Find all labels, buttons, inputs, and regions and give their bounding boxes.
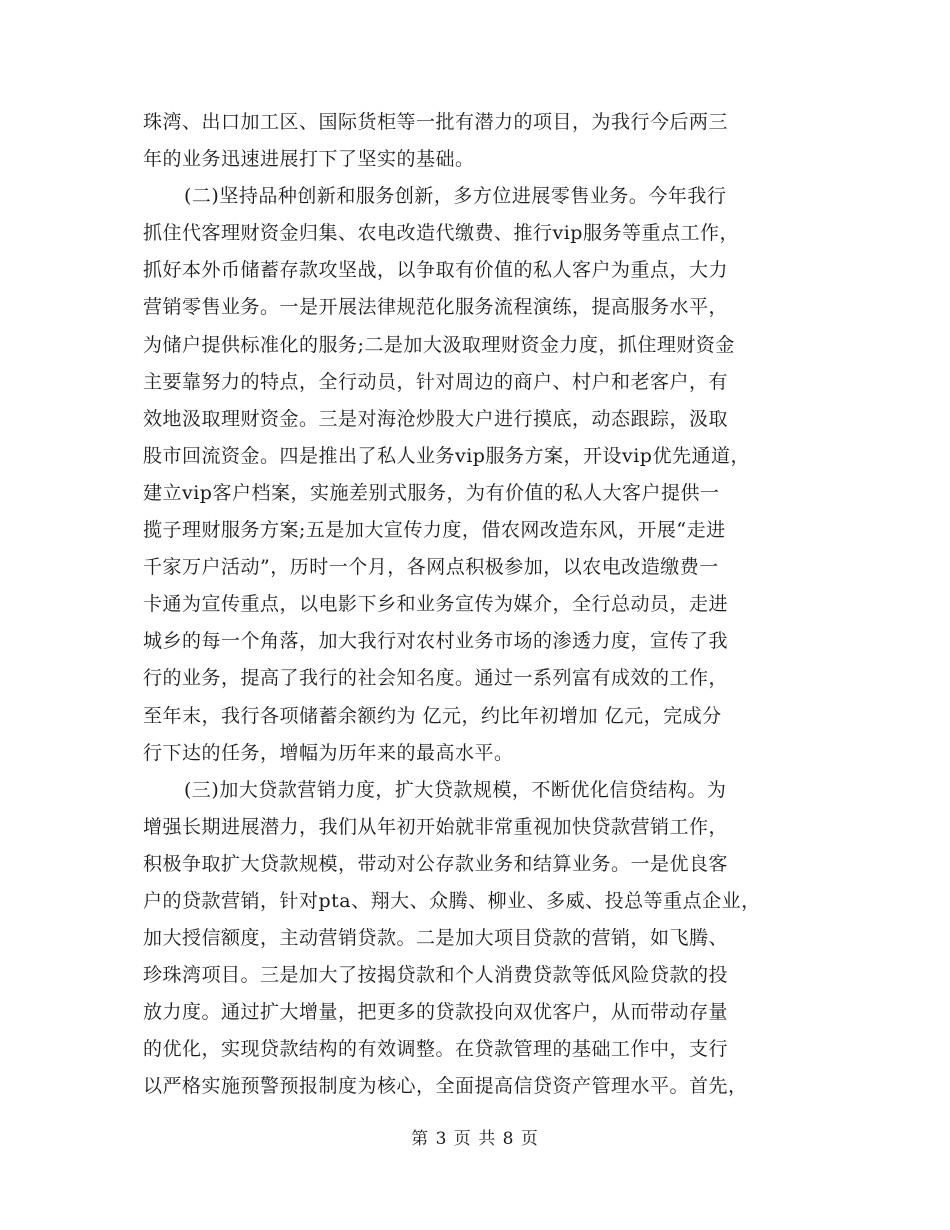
text-line: 营销零售业务。一是开展法律规范化服务流程演练，提高服务水平， [143, 296, 729, 319]
text-line: 主要靠努力的特点，全行动员，针对周边的商户、村户和老客户，有 [143, 370, 729, 393]
text-line: 千家万户活动”，历时一个月，各网点积极参加，以农电改造缴费一 [143, 556, 719, 579]
text-line: 抓好本外币储蓄存款攻坚战，以争取有价值的私人客户为重点，大力 [143, 259, 729, 282]
text-line: 放力度。通过扩大增量，把更多的贷款投向双优客户，从而带动存量 [143, 1001, 729, 1024]
text-line: 卡通为宣传重点，以电影下乡和业务宣传为媒介，全行总动员，走进 [143, 593, 729, 616]
text-line: 抓住代客理财资金归集、农电改造代缴费、推行vip服务等重点工作， [143, 222, 739, 245]
text-line: 揽子理财服务方案;五是加大宣传力度，借农网改造东风，开展“走进 [143, 519, 726, 542]
text-line: (三)加大贷款营销力度，扩大贷款规模，不断优化信贷结构。为 [184, 778, 727, 801]
text-line: 以严格实施预警预报制度为核心，全面提高信贷资产管理水平。首先， [143, 1075, 748, 1098]
text-line: 为储户提供标准化的服务;二是加大汲取理财资金力度，抓住理财资金 [143, 333, 735, 356]
body-text [143, 104, 833, 1106]
text-line: (二)坚持品种创新和服务创新，多方位进展零售业务。今年我行 [184, 185, 727, 208]
text-line: 增强长期进展潜力，我们从年初开始就非常重视加快贷款营销工作， [143, 815, 729, 838]
text-line: 珍珠湾项目。三是加大了按揭贷款和个人消费贷款等低风险贷款的投 [143, 964, 729, 987]
text-line: 至年末，我行各项储蓄余额约为 亿元，约比年初增加 亿元，完成分 [143, 704, 722, 727]
text-line: 城乡的每一个角落，加大我行对农村业务市场的渗透力度，宣传了我 [143, 630, 729, 653]
text-line: 年的业务迅速进展打下了坚实的基础。 [143, 148, 475, 171]
text-line: 行下达的任务，增幅为历年来的最高水平。 [143, 741, 514, 764]
text-line: 户的贷款营销，针对pta、翔大、众腾、柳业、多威、投总等重点企业， [143, 889, 761, 912]
text-line: 建立vip客户档案，实施差别式服务，为有价值的私人大客户提供一 [143, 481, 720, 504]
text-line: 积极争取扩大贷款规模，带动对公存款业务和结算业务。一是优良客 [143, 852, 729, 875]
text-line: 的优化，实现贷款结构的有效调整。在贷款管理的基础工作中，支行 [143, 1038, 729, 1061]
text-line: 行的业务，提高了我行的社会知名度。通过一系列富有成效的工作， [143, 667, 729, 690]
text-line: 加大授信额度，主动营销贷款。二是加大项目贷款的营销，如飞腾、 [143, 927, 729, 950]
text-line: 珠湾、出口加工区、国际货柜等一批有潜力的项目，为我行今后两三 [143, 111, 729, 133]
text-line: 效地汲取理财资金。三是对海沧炒股大户进行摸底，动态跟踪，汲取 [143, 407, 729, 430]
page-footer: 第 3 页 共 8 页 [411, 1129, 539, 1149]
text-line: 股市回流资金。四是推出了私人业务vip服务方案，开设vip优先通道， [143, 444, 750, 467]
